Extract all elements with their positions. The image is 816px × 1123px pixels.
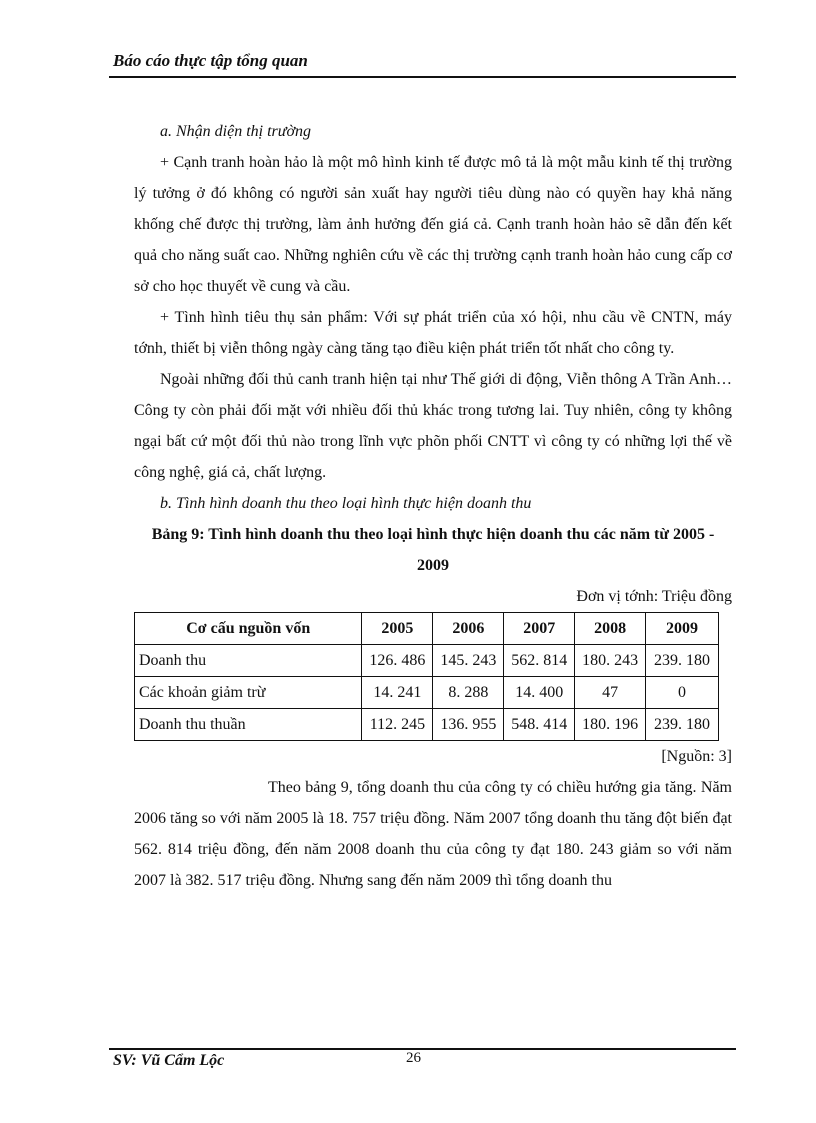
table-header-row bbox=[135, 613, 719, 645]
table-header-cell: 2008 bbox=[575, 613, 646, 645]
table-header-cell: 2007 bbox=[504, 613, 575, 645]
table-row bbox=[135, 709, 719, 741]
unit-note: Đơn vị tớnh: Triệu đồng bbox=[576, 588, 732, 605]
table-cell: 180. 243 bbox=[575, 645, 646, 677]
row-label: Doanh thu thuần bbox=[135, 709, 362, 741]
footer-student-name: SV: Vũ Cẩm Lộc bbox=[113, 1052, 225, 1069]
table-header-cell: 2006 bbox=[433, 613, 504, 645]
section-b-heading: b. Tình hình doanh thu theo loại hình thực hiện doanh thu bbox=[160, 495, 532, 512]
section-a-heading: a. Nhận diện thị trường bbox=[160, 123, 312, 140]
table-cell: 112. 245 bbox=[362, 709, 433, 741]
table-cell: 548. 414 bbox=[504, 709, 575, 741]
table-cell: 126. 486 bbox=[362, 645, 433, 677]
footer-divider bbox=[109, 1048, 736, 1050]
table-cell: 14. 241 bbox=[362, 677, 433, 709]
table-cell: 180. 196 bbox=[575, 709, 646, 741]
row-label: Các khoản giảm trừ bbox=[135, 677, 362, 709]
table-cell: 8. 288 bbox=[433, 677, 504, 709]
paragraph-rivals: Ngoài những đối thủ canh tranh hiện tại như Thế giới di động, Viễn thông A Trần Anh… Công ty còn phải đối mặt với nhiều đối thủ khác trong tương lai. Tuy nhiên, công ty không ngại bất cứ một đối thủ nào trong lĩnh vực phõn phối CNTT vì công ty có những lợi thế về công nghệ, giá cả, chất lượng. bbox=[134, 371, 732, 481]
paragraph-analysis: Theo bảng 9, tổng doanh thu của công ty có chiều hướng gia tăng. Năm 2006 tăng so với năm 2005 là 18. 757 triệu đồng. Năm 2007 tổng doanh thu tăng đột biến đạt 562. 814 triệu đồng, đến năm 2008 doanh thu của công ty đạt 180. 243 giảm so với năm 2007 là 382. 517 triệu đồng. Nhưng sang đến năm 2009 thì tổng doanh thu bbox=[134, 779, 732, 889]
paragraph-competition: + Cạnh tranh hoàn hảo là một mô hình kinh tế được mô tả là một mẫu kinh tế thị trường lý tưởng ở đó không có người sản xuất hay người tiêu dùng nào có quyền hay khả năng khống chế được thị trường, làm ảnh hưởng đến giá cả. Cạnh tranh hoàn hảo sẽ dẫn đến kết quả cho năng suất cao. Những nghiên cứu về các thị trường cạnh tranh hoàn hảo cung cấp cơ sở cho học thuyết về cung và cầu. bbox=[134, 154, 732, 295]
table-cell: 145. 243 bbox=[433, 645, 504, 677]
page-number: 26 bbox=[406, 1050, 421, 1066]
table-row bbox=[135, 677, 719, 709]
table-cell: 562. 814 bbox=[504, 645, 575, 677]
paragraph-consumption: + Tình hình tiêu thụ sản phẩm: Với sự phát triển của xó hội, nhu cầu về CNTN, máy tớnh, thiết bị viễn thông ngày càng tăng tạo điều kiện phát triển tốt nhất cho công ty. bbox=[134, 309, 732, 357]
table-cell: 14. 400 bbox=[504, 677, 575, 709]
table-cell: 136. 955 bbox=[433, 709, 504, 741]
table-cell: 239. 180 bbox=[646, 709, 719, 741]
source-note: [Nguồn: 3] bbox=[661, 748, 732, 765]
table-header-cell: 2005 bbox=[362, 613, 433, 645]
revenue-table bbox=[134, 612, 719, 741]
table-cell: 47 bbox=[575, 677, 646, 709]
page-content bbox=[134, 116, 732, 896]
table-row bbox=[135, 645, 719, 677]
table-caption: Bảng 9: Tình hình doanh thu theo loại hình thực hiện doanh thu các năm từ 2005 - 2009 bbox=[151, 526, 715, 574]
header-divider bbox=[109, 76, 736, 78]
table-header-cell: Cơ cấu nguồn vốn bbox=[135, 613, 362, 645]
table-cell: 239. 180 bbox=[646, 645, 719, 677]
table-cell: 0 bbox=[646, 677, 719, 709]
row-label: Doanh thu bbox=[135, 645, 362, 677]
header-title: Báo cáo thực tập tổng quan bbox=[113, 51, 308, 70]
table-header-cell: 2009 bbox=[646, 613, 719, 645]
